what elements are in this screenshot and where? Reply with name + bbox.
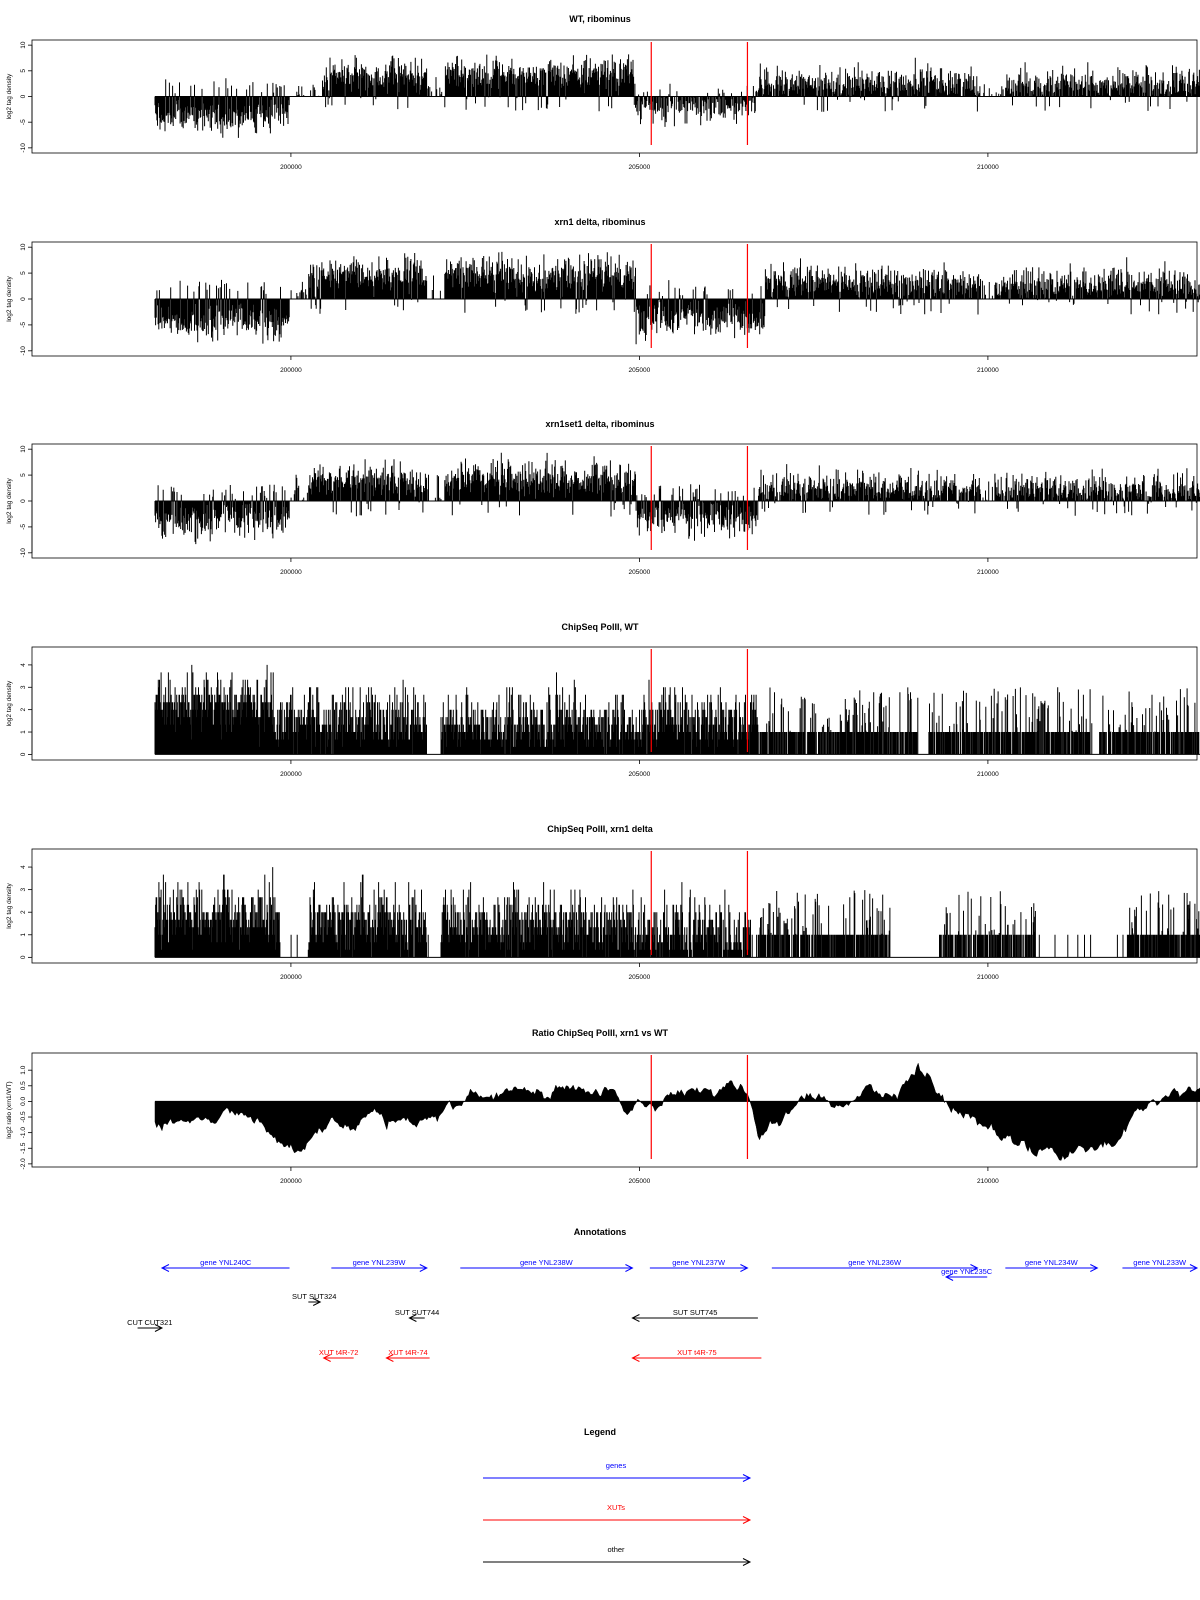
feature-label: gene YNL233W [1133, 1258, 1187, 1267]
feature-label: SUT SUT745 [672, 1308, 718, 1317]
legend-label: genes [605, 1461, 627, 1470]
annotation-gene-ynl235c [941, 1267, 993, 1281]
panel-title: ChipSeq PolII, WT [561, 622, 639, 632]
y-tick-label: 10 [20, 41, 27, 49]
panel-title: xrn1 delta, ribominus [554, 217, 646, 227]
legend-label: other [607, 1545, 625, 1554]
x-tick-label: 200000 [280, 367, 302, 374]
y-tick-label: 5 [20, 473, 27, 477]
x-tick-label: 205000 [628, 367, 651, 374]
annotation-sut-sut744 [395, 1308, 439, 1322]
annotation-xut-t4r-72 [319, 1348, 358, 1362]
y-tick-label: -10 [20, 143, 27, 153]
legend-label: XUTs [607, 1503, 625, 1512]
y-tick-label: 0 [20, 499, 27, 503]
y-tick-label: 1 [20, 932, 27, 937]
feature-label: XUT t4R-75 [677, 1348, 717, 1357]
y-tick-label: 10 [20, 243, 27, 251]
x-tick-label: 210000 [977, 771, 999, 778]
y-tick-label: -0.5 [20, 1111, 27, 1123]
y-tick-label: 4 [20, 865, 27, 869]
annotations-panel [127, 1227, 1197, 1362]
coverage-bars [155, 665, 1200, 755]
y-tick-label: 5 [20, 271, 27, 275]
panel-title: ChipSeq PolII, xrn1 delta [547, 824, 653, 834]
coverage-bars [155, 252, 1200, 344]
y-tick-label: 2 [20, 707, 27, 712]
y-tick-label: 0.5 [20, 1081, 27, 1091]
y-tick-label: 1.0 [20, 1065, 27, 1075]
y-axis-label: log2 ratio (xrn1/WT) [6, 1081, 13, 1139]
x-tick-label: 210000 [977, 974, 999, 981]
feature-label: gene YNL237W [672, 1258, 726, 1267]
coverage-bars [155, 867, 1200, 957]
panel-title: Ratio ChipSeq PolII, xrn1 vs WT [531, 1028, 669, 1038]
x-tick-label: 200000 [280, 1178, 302, 1185]
coverage-bars [155, 453, 1200, 544]
y-tick-label: 1 [20, 730, 27, 734]
x-tick-label: 200000 [280, 569, 302, 576]
x-tick-label: 205000 [628, 1178, 651, 1185]
feature-label: XUT t4R-72 [318, 1348, 359, 1357]
annotation-gene-ynl237w [650, 1258, 748, 1272]
legend [483, 1427, 750, 1566]
legend-item-other [483, 1545, 750, 1566]
panel-title: xrn1set1 delta, ribominus [545, 419, 655, 429]
x-tick-label: 205000 [628, 974, 651, 981]
feature-label: SUT SUT744 [394, 1308, 440, 1317]
panel-4-bars [155, 665, 1200, 755]
annotation-sut-sut324 [292, 1292, 336, 1306]
panel-1-bars [155, 54, 1200, 137]
feature-label: SUT SUT324 [292, 1292, 337, 1301]
x-tick-label: 200000 [280, 771, 302, 778]
annotation-xut-t4r-75 [632, 1348, 761, 1362]
x-tick-label: 200000 [280, 974, 302, 981]
x-tick-label: 210000 [977, 367, 999, 374]
annotation-xut-t4r-74 [386, 1348, 429, 1362]
feature-label: XUT t4R-74 [388, 1348, 428, 1357]
annotation-gene-ynl238w [460, 1258, 632, 1272]
y-tick-label: -10 [20, 346, 27, 356]
feature-label: gene YNL235C [941, 1267, 993, 1276]
feature-label: gene YNL239W [352, 1258, 406, 1267]
y-tick-label: 4 [20, 663, 27, 667]
y-axis-label: log2 tag density [6, 680, 13, 727]
y-tick-label: 0 [20, 955, 27, 960]
annotation-gene-ynl239w [331, 1258, 426, 1272]
y-tick-label: -2.0 [20, 1158, 27, 1170]
panel-3-bars [155, 453, 1200, 544]
ratio-area [155, 1063, 1200, 1160]
feature-label: gene YNL236W [848, 1258, 902, 1267]
y-tick-label: -1.0 [20, 1127, 27, 1139]
legend-item-xuts [483, 1503, 750, 1524]
x-tick-label: 210000 [977, 164, 999, 171]
y-tick-label: -10 [20, 548, 27, 558]
y-axis-label: log2 tag density [6, 73, 13, 120]
annotation-sut-sut745 [632, 1308, 757, 1322]
legend-item-genes [483, 1461, 750, 1482]
y-tick-label: -5 [20, 322, 27, 328]
annotation-gene-ynl234w [1005, 1258, 1097, 1272]
y-tick-label: 0 [20, 297, 27, 301]
x-tick-label: 205000 [628, 569, 651, 576]
x-tick-label: 210000 [977, 1178, 999, 1185]
feature-label: gene YNL238W [519, 1258, 573, 1267]
y-tick-label: 10 [20, 445, 27, 453]
x-tick-label: 205000 [628, 164, 651, 171]
y-axis-label: log2 tag density [6, 883, 13, 929]
feature-label: gene YNL240C [200, 1258, 252, 1267]
feature-label: CUT CUT321 [127, 1318, 173, 1327]
annotation-gene-ynl240c [162, 1258, 290, 1272]
y-axis-label: log2 tag density [6, 478, 13, 524]
x-tick-label: 205000 [628, 771, 651, 778]
y-tick-label: -5 [20, 524, 27, 530]
x-tick-label: 210000 [977, 569, 999, 576]
y-tick-label: -1.5 [20, 1142, 27, 1154]
panel-5-bars [155, 867, 1200, 957]
y-tick-label: 5 [20, 69, 27, 73]
y-tick-label: -5 [20, 119, 27, 126]
feature-label: gene YNL234W [1024, 1258, 1078, 1267]
panel-2-bars [155, 252, 1200, 344]
y-tick-label: 3 [20, 685, 27, 690]
panel-title: WT, ribominus [569, 14, 631, 24]
annotation-gene-ynl233w [1122, 1258, 1197, 1272]
legend-title: Legend [583, 1427, 617, 1437]
y-tick-label: 2 [20, 910, 27, 915]
y-tick-label: 0 [20, 94, 27, 99]
panel-6-area [155, 1063, 1200, 1160]
annotation-cut-cut321 [127, 1318, 172, 1332]
y-axis-label: log2 tag density [6, 276, 13, 322]
x-tick-label: 200000 [280, 164, 302, 171]
y-tick-label: 0 [20, 752, 27, 757]
y-tick-label: 3 [20, 887, 27, 892]
y-tick-label: 0.0 [20, 1096, 27, 1106]
annotations-title: Annotations [573, 1227, 627, 1237]
